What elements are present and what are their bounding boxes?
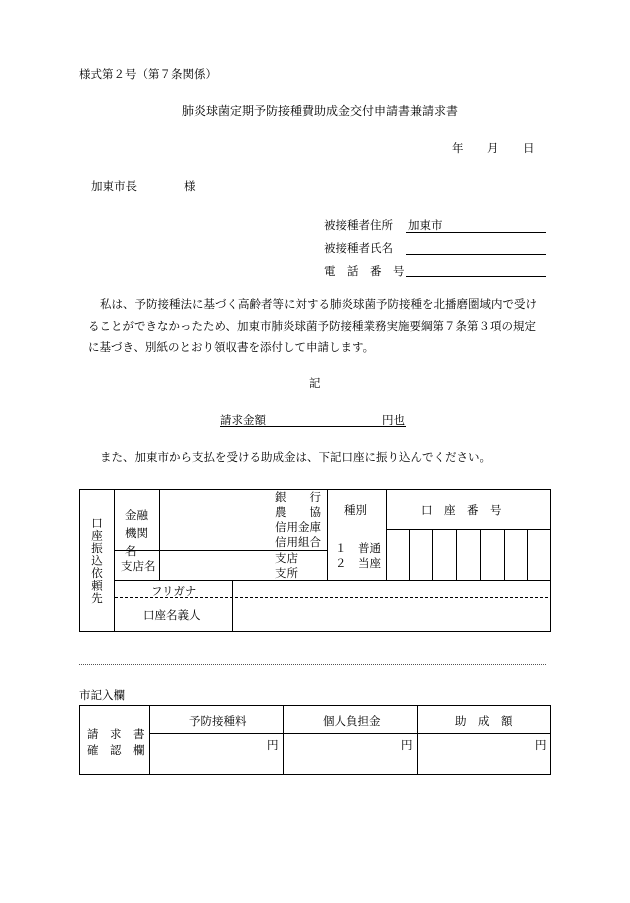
institution-label: 金融機関名	[125, 508, 148, 558]
address-label: 被接種者住所	[324, 218, 393, 232]
branch-type-shisho[interactable]: 支所	[275, 566, 298, 580]
form-title: 肺炎球菌定期予防接種費助成金交付申請書兼請求書	[182, 104, 459, 118]
branch-type-shiten[interactable]: 支店	[275, 551, 298, 565]
claim-amount-field[interactable]	[220, 426, 406, 427]
address-line	[406, 232, 546, 233]
phone-field[interactable]	[406, 276, 546, 277]
office-col-subsidy: 助 成 額	[455, 714, 513, 728]
kind-label: 種別	[344, 503, 367, 517]
ki-label: 記	[309, 376, 321, 390]
date-year: 年	[452, 141, 464, 155]
date-day: 日	[523, 141, 535, 155]
furigana-label: フリガナ	[151, 584, 197, 598]
office-col-vaccine-fee: 予防接種料	[189, 714, 247, 728]
office-col-self-pay: 個人負担金	[323, 714, 381, 728]
cut-line	[79, 664, 546, 665]
type-nokyo[interactable]: 農 協	[275, 505, 321, 519]
body-line-2: ることができなかったため、加東市肺炎球菌予防接種業務実施要綱第７条第３項の規定	[88, 319, 537, 333]
office-unit-1: 円	[267, 738, 279, 752]
type-bank[interactable]: 銀 行	[275, 490, 321, 504]
branch-label: 支店名	[121, 559, 156, 573]
body-line-3: に基づき、別紙のとおり領収書を添付して申請します。	[88, 340, 375, 354]
account-holder-label: 口座名義人	[143, 608, 201, 622]
phone-label: 電 話 番 号	[324, 264, 405, 278]
name-field[interactable]	[406, 254, 546, 255]
form-number: 様式第２号（第７条関係）	[79, 67, 217, 81]
office-heading: 市記入欄	[79, 688, 125, 702]
transfer-note: また、加東市から支払を受ける助成金は、下記口座に振り込んでください。	[100, 450, 491, 464]
account-side-label: 口座振込依頼先	[90, 517, 104, 605]
type-shinkumi[interactable]: 信用組合	[275, 535, 321, 549]
kind-futsu[interactable]: １ 普通	[335, 541, 381, 555]
account-number-label: 口 座 番 号	[421, 503, 502, 517]
office-row-label-2: 確 認 欄	[87, 743, 145, 757]
address-value[interactable]: 加東市	[408, 218, 443, 232]
claim-label: 請求金額	[220, 413, 266, 427]
body-line-1: 私は、予防接種法に基づく高齢者等に対する肺炎球菌予防接種を北播磨圏域内で受け	[100, 297, 537, 311]
kind-toza[interactable]: ２ 当座	[335, 556, 381, 570]
type-shinkin[interactable]: 信用金庫	[275, 520, 321, 534]
addressee-mayor: 加東市長	[91, 179, 137, 193]
office-unit-3: 円	[535, 738, 547, 752]
bank-table	[79, 489, 551, 632]
addressee-honorific: 様	[184, 179, 196, 193]
office-unit-2: 円	[401, 738, 413, 752]
office-table	[79, 705, 551, 775]
name-label: 被接種者氏名	[324, 241, 393, 255]
date-month: 月	[487, 141, 499, 155]
claim-unit: 円也	[382, 413, 405, 427]
office-row-label-1: 請 求 書	[87, 727, 145, 741]
